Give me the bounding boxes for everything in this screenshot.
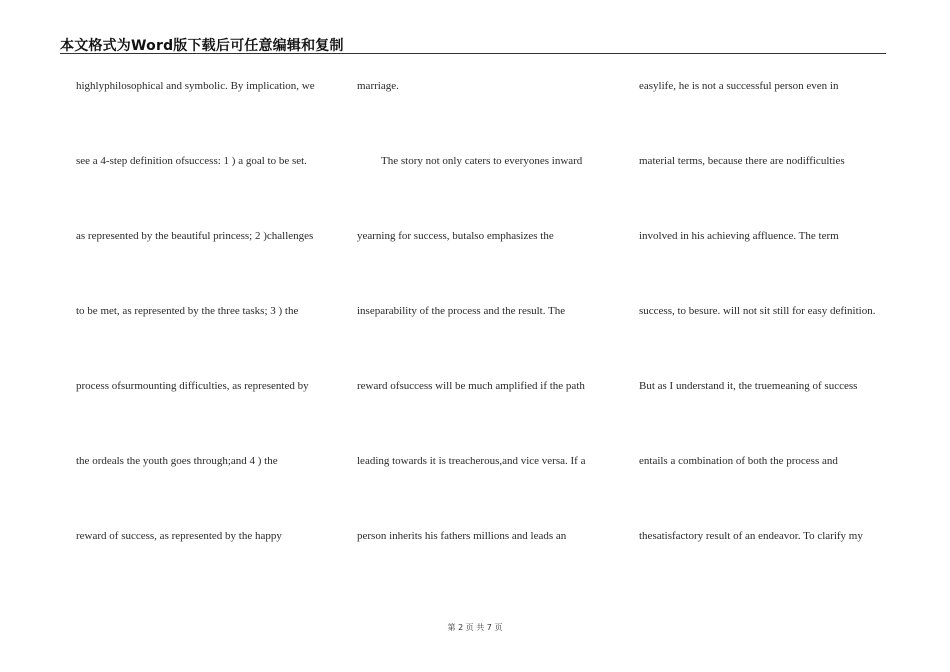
text-line: entails a combination of both the process and bbox=[639, 455, 838, 467]
text-line: see a 4-step definition ofsuccess: 1 ) a goal to be set. bbox=[76, 155, 307, 167]
text-line: thesatisfactory result of an endeavor. To clarify my bbox=[639, 530, 863, 542]
text-line: process ofsurmounting difficulties, as represented by bbox=[76, 380, 309, 392]
text-line: success, to besure. will not sit still for easy definition. bbox=[639, 305, 876, 317]
text-line: yearning for success, butalso emphasizes the bbox=[357, 230, 554, 242]
page-header bbox=[60, 34, 886, 54]
text-line: marriage. bbox=[357, 80, 399, 92]
header-title: 本文格式为Word版下载后可任意编辑和复制 bbox=[60, 38, 344, 54]
text-line: highlyphilosophical and symbolic. By implication, we bbox=[76, 80, 315, 92]
text-line: The story not only caters to everyones inward bbox=[381, 155, 583, 167]
text-line: to be met, as represented by the three tasks; 3 ) the bbox=[76, 305, 299, 317]
text-line: inseparability of the process and the result. The bbox=[357, 305, 566, 317]
text-line: leading towards it is treacherous,and vice versa. If a bbox=[357, 455, 586, 467]
text-line: the ordeals the youth goes through;and 4 ) the bbox=[76, 455, 278, 467]
text-line: as represented by the beautiful princess; 2 )challenges bbox=[76, 230, 314, 242]
page-number: 第 2 页 共 7 页 bbox=[447, 623, 503, 632]
text-line: material terms, because there are nodifficulties bbox=[639, 155, 845, 167]
text-line: reward ofsuccess will be much amplified if the path bbox=[357, 380, 585, 392]
text-line: easylife, he is not a successful person even in bbox=[639, 80, 839, 92]
text-line: involved in his achieving affluence. The term bbox=[639, 230, 839, 242]
text-line: person inherits his fathers millions and leads an bbox=[357, 530, 567, 542]
text-line: reward of success, as represented by the happy bbox=[76, 530, 282, 542]
text-line: But as I understand it, the truemeaning of success bbox=[639, 380, 858, 392]
